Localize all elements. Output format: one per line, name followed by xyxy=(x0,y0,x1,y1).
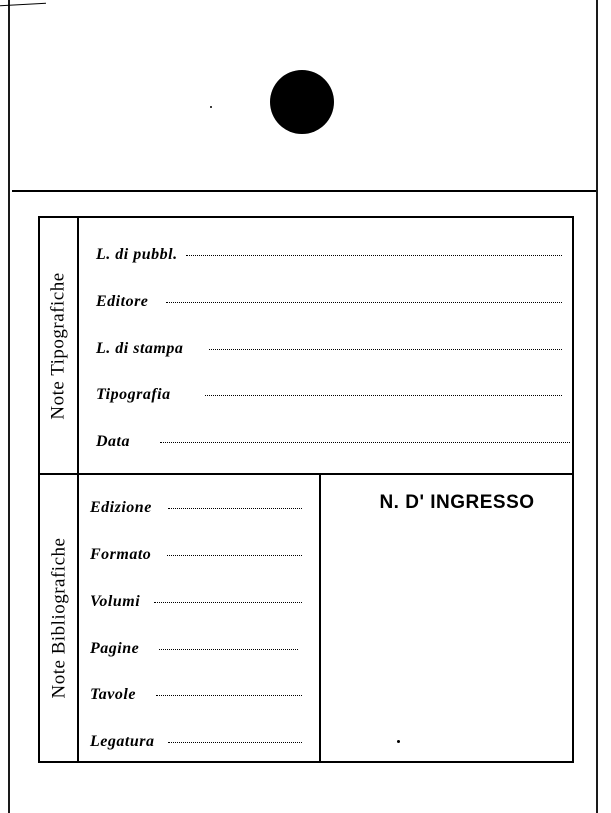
card-vertical-divider xyxy=(319,475,321,761)
field-edizione[interactable] xyxy=(90,499,302,517)
field-fill-line xyxy=(160,441,570,443)
field-label: Pagine xyxy=(90,640,140,657)
ink-speck xyxy=(397,740,400,743)
side-label-tipografiche xyxy=(43,218,75,473)
field-label: Editore xyxy=(96,293,149,310)
tipografiche-label: Note Tipografiche xyxy=(48,271,70,420)
field-label: Data xyxy=(96,433,130,450)
ingresso-number-label: N. D' INGRESSO xyxy=(379,492,535,513)
side-label-bibliografiche xyxy=(43,475,75,761)
field-label: Volumi xyxy=(90,593,141,610)
catalog-card xyxy=(38,216,574,763)
field-fill-line xyxy=(209,348,562,350)
punch-hole xyxy=(270,70,334,134)
field-editore[interactable] xyxy=(96,293,562,311)
field-formato[interactable] xyxy=(90,546,302,564)
field-label: Legatura xyxy=(90,733,155,750)
page-edge-right xyxy=(596,0,598,813)
card-horizontal-divider xyxy=(40,473,572,475)
field-tavole[interactable] xyxy=(90,686,302,704)
field-fill-line xyxy=(205,394,562,396)
field-fill-line xyxy=(167,554,302,556)
field-label: Edizione xyxy=(90,499,152,516)
fold-line xyxy=(12,190,596,192)
field-fill-line xyxy=(168,741,302,743)
field-volumi[interactable] xyxy=(90,593,302,611)
field-fill-line xyxy=(166,301,562,303)
field-label: L. di pubbl. xyxy=(96,246,178,263)
field-fill-line xyxy=(154,601,302,603)
field-fill-line xyxy=(168,507,302,509)
field-label: Formato xyxy=(90,546,152,563)
field-data[interactable] xyxy=(96,433,570,451)
field-fill-line xyxy=(186,254,562,256)
page-edge-left xyxy=(8,0,10,813)
field-label: L. di stampa xyxy=(96,340,184,357)
field-label: Tavole xyxy=(90,686,136,703)
field-luogo-stampa[interactable] xyxy=(96,340,562,358)
field-pagine[interactable] xyxy=(90,640,298,658)
card-inner-rule xyxy=(77,218,79,761)
field-fill-line xyxy=(159,648,298,650)
field-luogo-pubblicazione[interactable] xyxy=(96,246,562,264)
field-fill-line xyxy=(156,694,302,696)
field-legatura[interactable] xyxy=(90,733,302,751)
field-tipografia[interactable] xyxy=(96,386,562,404)
field-label: Tipografia xyxy=(96,386,171,403)
bibliografiche-label: Note Bibliografiche xyxy=(48,537,69,699)
ink-speck xyxy=(210,106,212,108)
corner-mark xyxy=(0,3,46,6)
